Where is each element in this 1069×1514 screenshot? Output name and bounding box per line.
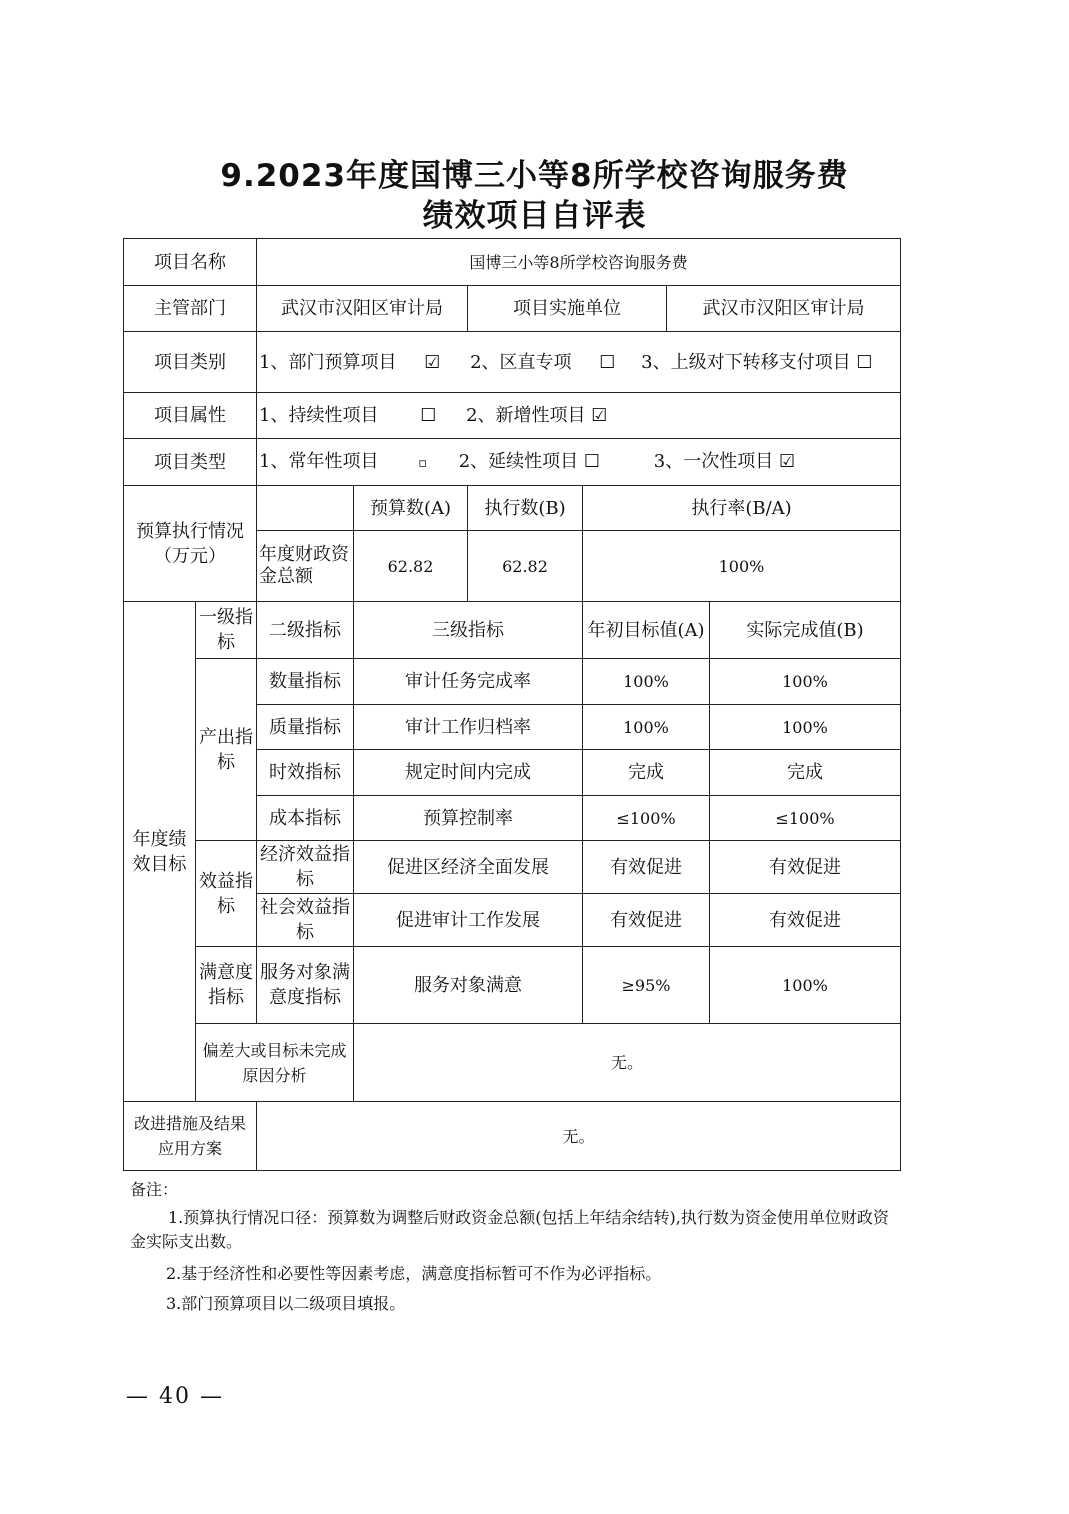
type-option-1: 1、常年性项目	[259, 450, 379, 472]
actual-value-header: 实际完成值(B)	[710, 602, 901, 659]
checkbox-empty-icon: ☐	[856, 351, 873, 373]
note-3: 3.部门预算项目以二级项目填报。	[166, 1294, 406, 1313]
actual-value: 有效促进	[710, 841, 901, 894]
target-value: 100%	[583, 659, 710, 705]
attribute-option-1: 1、持续性项目	[259, 405, 379, 426]
project-name-value: 国博三小等8所学校咨询服务费	[257, 239, 901, 286]
level3-indicator: 审计工作归档率	[354, 705, 583, 750]
level3-indicator: 预算控制率	[354, 796, 583, 841]
execution-rate-header: 执行率(B/A)	[583, 486, 901, 531]
row-project-category	[124, 332, 901, 393]
level2-indicator: 数量指标	[257, 659, 354, 705]
execution-amount-value: 62.82	[468, 531, 583, 602]
target-value: 完成	[583, 750, 710, 796]
department-value: 武汉市汉阳区审计局	[257, 286, 468, 332]
checkbox-checked-icon: ☑	[424, 351, 441, 373]
document-title-line2: 绩效项目自评表	[422, 198, 647, 234]
implementing-unit-value: 武汉市汉阳区审计局	[667, 286, 901, 332]
indicator-row	[124, 947, 901, 1024]
checkbox-empty-icon: ☐	[420, 405, 437, 426]
level2-indicator: 成本指标	[257, 796, 354, 841]
type-option-2: 2、延续性项目	[458, 450, 579, 472]
indicator-row	[124, 841, 901, 894]
initial-target-header: 年初目标值(A)	[583, 602, 710, 659]
benefit-indicator-group: 效益指标	[196, 841, 257, 947]
level1-indicator-header: 一级指标	[196, 602, 257, 659]
indicator-row	[124, 659, 901, 705]
project-type-label: 项目类型	[124, 439, 257, 486]
target-value: 100%	[583, 705, 710, 750]
project-attribute-label: 项目属性	[124, 393, 257, 439]
implementing-unit-label: 项目实施单位	[468, 286, 667, 332]
row-project-attribute	[124, 393, 901, 439]
department-label: 主管部门	[124, 286, 257, 332]
target-value: 有效促进	[583, 841, 710, 894]
budget-empty-header	[257, 486, 354, 531]
category-option-2: 2、区直专项	[470, 351, 572, 373]
document-title-line1: 9.2023年度国博三小等8所学校咨询服务费	[220, 158, 849, 194]
row-department	[124, 286, 901, 332]
budget-amount-value: 62.82	[354, 531, 468, 602]
note-2: 2.基于经济性和必要性等因素考虑，满意度指标暂可不作为必评指标。	[166, 1264, 662, 1283]
actual-value: 100%	[710, 947, 901, 1024]
checkbox-checked-icon: ☑	[591, 405, 608, 426]
actual-value: 100%	[710, 659, 901, 705]
budget-amount-header: 预算数(A)	[354, 486, 468, 531]
checkbox-empty-icon: ☐	[599, 351, 616, 373]
level2-indicator: 社会效益指标	[257, 894, 354, 947]
notes-section	[130, 1178, 890, 1316]
target-value: ≤100%	[583, 796, 710, 841]
satisfaction-indicator-group: 满意度指标	[196, 947, 257, 1024]
attribute-option-2: 2、新增性项目	[466, 405, 586, 426]
type-option-3: 3、一次性项目	[653, 450, 774, 472]
execution-amount-header: 执行数(B)	[468, 486, 583, 531]
notes-heading: 备注：	[130, 1180, 179, 1199]
row-project-type	[124, 439, 901, 486]
row-project-name	[124, 239, 901, 286]
level2-indicator: 经济效益指标	[257, 841, 354, 894]
actual-value: ≤100%	[710, 796, 901, 841]
row-performance-header	[124, 602, 901, 659]
actual-value: 完成	[710, 750, 901, 796]
budget-execution-label: 预算执行情况（万元）	[124, 486, 257, 602]
note-1: 1.预算执行情况口径：预算数为调整后财政资金总额(包括上年结余结转),执行数为资金使用单位财政资金实际支出数。	[130, 1208, 889, 1251]
annual-fiscal-funds-label: 年度财政资金总额	[257, 531, 354, 602]
output-indicator-group: 产出指标	[196, 659, 257, 841]
project-type-options	[257, 439, 901, 486]
target-value: ≥95%	[583, 947, 710, 1024]
actual-value: 100%	[710, 705, 901, 750]
improvement-plan-value: 无。	[257, 1102, 901, 1171]
self-evaluation-table	[123, 238, 901, 1171]
level2-indicator-header: 二级指标	[257, 602, 354, 659]
deviation-analysis-value: 无。	[354, 1024, 901, 1102]
project-category-options	[257, 332, 901, 393]
level3-indicator-header: 三级指标	[354, 602, 583, 659]
category-option-1: 1、部门预算项目	[259, 351, 397, 373]
level2-indicator: 时效指标	[257, 750, 354, 796]
row-budget-header	[124, 486, 901, 531]
page-number: — 40 —	[126, 1384, 224, 1409]
annual-performance-goal-label: 年度绩效目标	[124, 602, 196, 1102]
project-category-label: 项目类别	[124, 332, 257, 393]
level3-indicator: 促进区经济全面发展	[354, 841, 583, 894]
execution-rate-value: 100%	[583, 531, 901, 602]
checkbox-empty-icon: ☐	[583, 450, 601, 472]
project-name-label: 项目名称	[124, 239, 257, 286]
level3-indicator: 规定时间内完成	[354, 750, 583, 796]
level2-indicator: 服务对象满意度指标	[257, 947, 354, 1024]
actual-value: 有效促进	[710, 894, 901, 947]
level3-indicator: 审计任务完成率	[354, 659, 583, 705]
deviation-analysis-label: 偏差大或目标未完成原因分析	[196, 1024, 354, 1102]
row-deviation	[124, 1024, 901, 1102]
improvement-plan-label: 改进措施及结果应用方案	[124, 1102, 257, 1171]
checkbox-small-icon: ▫	[418, 455, 427, 471]
level3-indicator: 服务对象满意	[354, 947, 583, 1024]
target-value: 有效促进	[583, 894, 710, 947]
checkbox-checked-icon: ☑	[778, 450, 796, 472]
project-attribute-options	[257, 393, 901, 439]
row-improvement	[124, 1102, 901, 1171]
category-option-3: 3、上级对下转移支付项目	[641, 351, 851, 373]
level3-indicator: 促进审计工作发展	[354, 894, 583, 947]
level2-indicator: 质量指标	[257, 705, 354, 750]
